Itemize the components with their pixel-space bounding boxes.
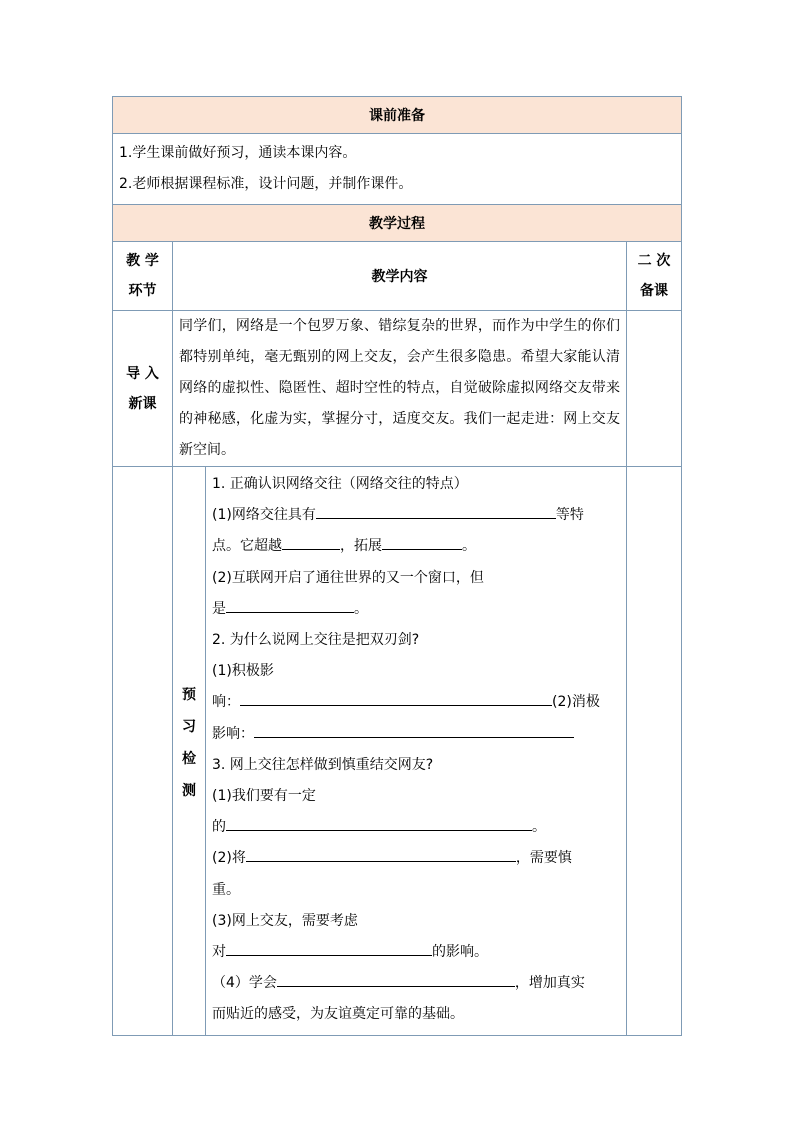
blank-offline[interactable]	[246, 843, 516, 862]
blank-consider[interactable]	[226, 937, 432, 956]
preview-stage-cell	[113, 467, 173, 1036]
blank-awareness[interactable]	[226, 812, 532, 831]
preview-content	[206, 467, 627, 1036]
col-header-stage: 教 学 环节	[113, 242, 173, 311]
q3-4b-line: 而贴近的感受，为友谊奠定可靠的基础。	[212, 1006, 464, 1023]
q3-3b-line	[212, 937, 620, 968]
blank-positive[interactable]	[240, 687, 552, 706]
q1-1-text2: 点。它超越	[212, 538, 282, 555]
prep-section-title: 课前准备	[113, 97, 682, 134]
q3-1b-line	[212, 812, 620, 843]
blank-learn[interactable]	[277, 968, 515, 987]
q2-2-text: (2)消极	[552, 694, 600, 711]
q3-4-text: （4）学会	[212, 975, 277, 992]
q2-2-text2: 影响：	[212, 725, 254, 742]
q3-1-end: 。	[532, 819, 546, 836]
prep-item-2: 2.老师根据课程标准，设计问题，并制作课件。	[119, 176, 413, 192]
q2-1b-line	[212, 687, 620, 718]
q2-title: 2. 为什么说网上交往是把双刃剑?	[212, 632, 420, 649]
process-section-title: 教学过程	[113, 205, 682, 242]
q3-3-text: 对	[212, 944, 226, 961]
lesson-plan-table	[112, 96, 682, 1036]
blank-negative[interactable]	[254, 719, 574, 738]
blank-transcend[interactable]	[282, 531, 340, 550]
blank-window[interactable]	[226, 594, 354, 613]
preview-notes-cell	[627, 467, 682, 1036]
prep-item-1: 1.学生课前做好预习，通读本课内容。	[119, 145, 357, 161]
q3-4-suffix: ，增加真实	[514, 975, 585, 992]
intro-notes-cell	[627, 311, 682, 467]
q1-1-text3: ，拓展	[340, 538, 382, 555]
q3-1-line: (1)我们要有一定	[212, 788, 316, 805]
q3-4-line	[212, 968, 620, 999]
q1-2-text: 是	[212, 600, 226, 617]
q3-2-line	[212, 843, 620, 874]
q3-2b-line: 重。	[212, 881, 240, 898]
q1-2b-line	[212, 594, 620, 625]
q3-3-line: (3)网上交友，需要考虑	[212, 912, 358, 929]
prep-items	[113, 134, 682, 205]
q1-2-line: (2)互联网开启了通往世界的又一个窗口，但	[212, 569, 484, 586]
q3-1-text: 的	[212, 819, 226, 836]
blank-expand[interactable]	[382, 531, 462, 550]
intro-stage-label: 导 入 新课	[113, 311, 173, 467]
q1-1-text: (1)网络交往具有	[212, 507, 316, 524]
q3-3-suffix: 的影响。	[432, 944, 488, 961]
q3-title: 3. 网上交往怎样做到慎重结交网友?	[212, 756, 434, 773]
q1-title: 1. 正确认识网络交往（网络交往的特点）	[212, 476, 468, 492]
q1-1-line	[212, 500, 620, 531]
q1-1b-line	[212, 531, 620, 562]
intro-text: 同学们，网络是一个包罗万象、错综复杂的世界，而作为中学生的你们都特别单纯，毫无甄别的网上交友，会产生很多隐患。希望大家能认清网络的虚拟性、隐匿性、超时空性的特点，自觉破除虚拟网络交友带来的神秘感，化虚为实，掌握分寸，适度交友。我们一起走进：网上交友新空间。	[173, 311, 627, 467]
q2-2-line	[212, 719, 620, 750]
q2-1-line: (1)积极影	[212, 663, 274, 680]
q1-2-end: 。	[354, 600, 368, 617]
col-header-content: 教学内容	[173, 242, 627, 311]
q3-2-text: (2)将	[212, 850, 246, 867]
col-header-notes: 二 次 备课	[627, 242, 682, 311]
q1-1-end: 。	[462, 538, 476, 555]
q1-1-suffix: 等特	[555, 507, 584, 524]
blank-features[interactable]	[316, 500, 556, 519]
q2-1-text: 响：	[212, 694, 240, 711]
q3-2-suffix: ，需要慎	[515, 850, 572, 867]
preview-label: 预 习 检 测	[173, 467, 206, 1036]
